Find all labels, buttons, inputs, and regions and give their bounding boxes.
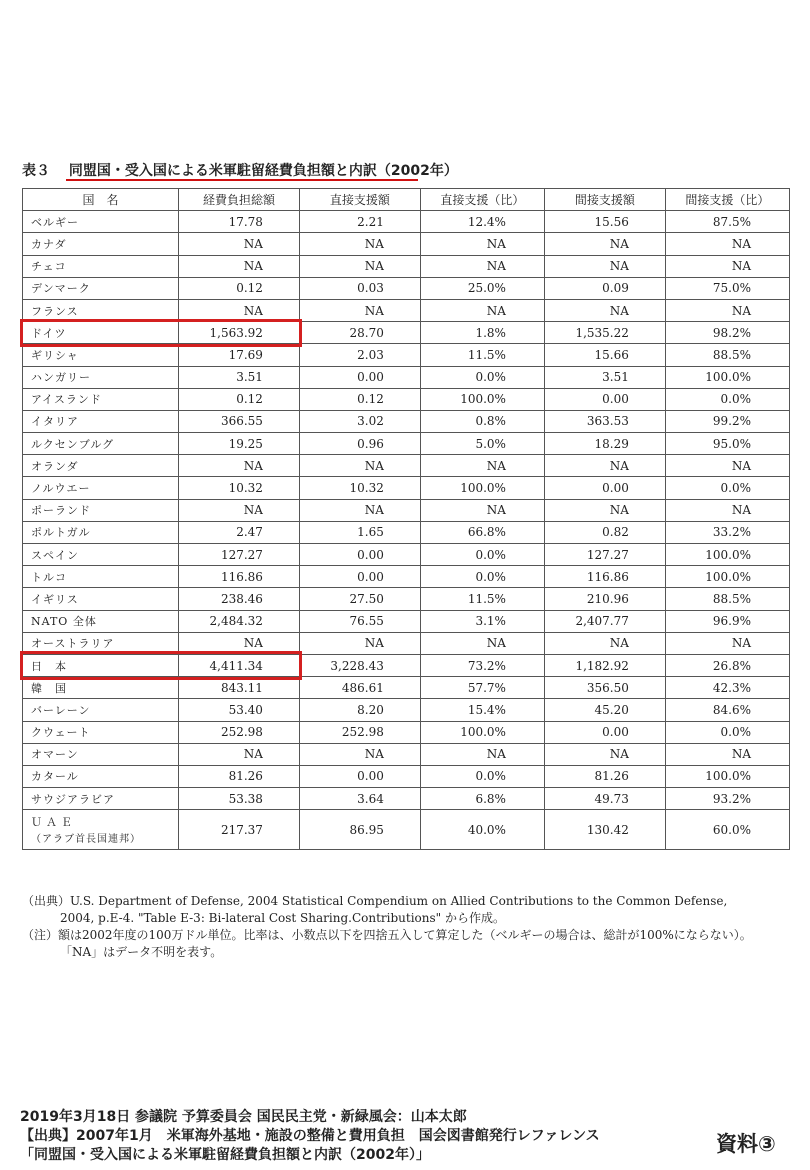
cell-indirect-ratio: 33.2% bbox=[665, 521, 789, 543]
cell-indirect: 3.51 bbox=[544, 366, 665, 388]
cell-total: 366.55 bbox=[179, 410, 300, 432]
cell-country: ベルギー bbox=[23, 211, 179, 233]
cell-total: 0.12 bbox=[179, 388, 300, 410]
cell-indirect-ratio: 100.0% bbox=[665, 544, 789, 566]
cell-total: 53.38 bbox=[179, 788, 300, 810]
cell-indirect-ratio: 26.8% bbox=[665, 654, 789, 676]
cell-country: ルクセンブルグ bbox=[23, 433, 179, 455]
cell-indirect-ratio: 100.0% bbox=[665, 765, 789, 787]
cell-country: イタリア bbox=[23, 410, 179, 432]
cell-indirect: 363.53 bbox=[544, 410, 665, 432]
cell-direct-ratio: 0.0% bbox=[420, 765, 544, 787]
cell-indirect: 49.73 bbox=[544, 788, 665, 810]
cell-direct-ratio: 100.0% bbox=[420, 721, 544, 743]
table-row bbox=[23, 788, 790, 810]
footer-citation bbox=[20, 1108, 600, 1165]
highlight-germany bbox=[20, 319, 303, 347]
cell-total: 53.40 bbox=[179, 699, 300, 721]
cell-direct-ratio: 6.8% bbox=[420, 788, 544, 810]
cell-country: トルコ bbox=[23, 566, 179, 588]
cell-total: NA bbox=[179, 743, 300, 765]
cell-indirect-ratio: NA bbox=[665, 632, 789, 654]
cell-indirect: 210.96 bbox=[544, 588, 665, 610]
cell-indirect-ratio: NA bbox=[665, 743, 789, 765]
cell-total: NA bbox=[179, 255, 300, 277]
cell-total: 127.27 bbox=[179, 544, 300, 566]
cell-direct: NA bbox=[299, 632, 420, 654]
cell-indirect-ratio: 60.0% bbox=[665, 810, 789, 850]
header-total: 経費負担総額 bbox=[179, 189, 300, 211]
cell-direct: NA bbox=[299, 743, 420, 765]
table-row bbox=[23, 455, 790, 477]
cell-total: 19.25 bbox=[179, 433, 300, 455]
cell-indirect: NA bbox=[544, 255, 665, 277]
cell-direct-ratio: NA bbox=[420, 743, 544, 765]
cell-total: 116.86 bbox=[179, 566, 300, 588]
cell-indirect: 356.50 bbox=[544, 677, 665, 699]
cell-total: 2,484.32 bbox=[179, 610, 300, 632]
cell-indirect-ratio: 88.5% bbox=[665, 588, 789, 610]
table-row bbox=[23, 765, 790, 787]
header-direct: 直接支援額 bbox=[299, 189, 420, 211]
cell-direct: 27.50 bbox=[299, 588, 420, 610]
cell-direct: 0.96 bbox=[299, 433, 420, 455]
cell-direct-ratio: 66.8% bbox=[420, 521, 544, 543]
cell-indirect: NA bbox=[544, 632, 665, 654]
cell-country: カナダ bbox=[23, 233, 179, 255]
cell-country: イギリス bbox=[23, 588, 179, 610]
cell-country: フランス bbox=[23, 299, 179, 321]
title-red-underline bbox=[66, 179, 418, 181]
cell-country: NATO 全体 bbox=[23, 610, 179, 632]
table-notes bbox=[22, 893, 792, 961]
cell-direct: 2.21 bbox=[299, 211, 420, 233]
cell-direct: 0.00 bbox=[299, 366, 420, 388]
cell-direct-ratio: NA bbox=[420, 455, 544, 477]
cell-direct-ratio: 12.4% bbox=[420, 211, 544, 233]
cell-direct: NA bbox=[299, 455, 420, 477]
cell-country: 韓 国 bbox=[23, 677, 179, 699]
cell-total: NA bbox=[179, 455, 300, 477]
cell-indirect-ratio: 100.0% bbox=[665, 566, 789, 588]
cell-indirect-ratio: 75.0% bbox=[665, 277, 789, 299]
cell-indirect: 0.82 bbox=[544, 521, 665, 543]
cell-direct-ratio: 100.0% bbox=[420, 477, 544, 499]
cell-country: オランダ bbox=[23, 455, 179, 477]
cell-direct-ratio: NA bbox=[420, 299, 544, 321]
cell-indirect-ratio: 100.0% bbox=[665, 366, 789, 388]
header-indirect-ratio: 間接支援（比） bbox=[665, 189, 789, 211]
table-row bbox=[23, 677, 790, 699]
cell-direct: 0.12 bbox=[299, 388, 420, 410]
table-title-text: 同盟国・受入国による米軍駐留経費負担額と内訳（2002年） bbox=[68, 163, 458, 179]
table-row bbox=[23, 521, 790, 543]
cell-indirect-ratio: 95.0% bbox=[665, 433, 789, 455]
cell-total: 2.47 bbox=[179, 521, 300, 543]
cell-direct-ratio: 1.8% bbox=[420, 322, 544, 344]
table-number: 表３ bbox=[22, 163, 50, 179]
cell-indirect: 127.27 bbox=[544, 544, 665, 566]
cell-indirect: 130.42 bbox=[544, 810, 665, 850]
cell-total: 17.69 bbox=[179, 344, 300, 366]
cell-indirect: NA bbox=[544, 455, 665, 477]
table-row bbox=[23, 743, 790, 765]
cell-indirect: 15.66 bbox=[544, 344, 665, 366]
cell-total: NA bbox=[179, 632, 300, 654]
uae-fullname: （アラブ首長国連邦） bbox=[31, 834, 141, 846]
cell-indirect: NA bbox=[544, 233, 665, 255]
cell-indirect: 1,182.92 bbox=[544, 654, 665, 676]
cell-indirect: 0.00 bbox=[544, 388, 665, 410]
header-indirect: 間接支援額 bbox=[544, 189, 665, 211]
cell-total: NA bbox=[179, 299, 300, 321]
cell-direct: 76.55 bbox=[299, 610, 420, 632]
table-row bbox=[23, 211, 790, 233]
cell-indirect-ratio: 84.6% bbox=[665, 699, 789, 721]
cell-total: 217.37 bbox=[179, 810, 300, 850]
cell-total: 1,563.92 bbox=[179, 322, 300, 344]
table-row bbox=[23, 366, 790, 388]
cell-direct: 486.61 bbox=[299, 677, 420, 699]
cell-indirect: NA bbox=[544, 499, 665, 521]
cell-direct: 252.98 bbox=[299, 721, 420, 743]
cell-direct: 3,228.43 bbox=[299, 654, 420, 676]
note-line1: （注）額は2002年度の100万ドル単位。比率は、小数点以下を四捨五入して算定した（ベルギーの場合は、総計が100%にならない）。 bbox=[22, 928, 752, 942]
cell-direct: 0.00 bbox=[299, 566, 420, 588]
table-row bbox=[23, 610, 790, 632]
cell-country: ノルウエー bbox=[23, 477, 179, 499]
cell-direct-ratio: 11.5% bbox=[420, 588, 544, 610]
cell-total: NA bbox=[179, 499, 300, 521]
cell-direct-ratio: 5.0% bbox=[420, 433, 544, 455]
source-note-line1: （出典）U.S. Department of Defense, 2004 Statistical Compendium on Allied Contributions to the Common Defense, bbox=[22, 894, 728, 908]
cell-indirect-ratio: 0.0% bbox=[665, 388, 789, 410]
cell-indirect-ratio: NA bbox=[665, 299, 789, 321]
table-row bbox=[23, 477, 790, 499]
cell-country: クウェート bbox=[23, 721, 179, 743]
cell-indirect: 2,407.77 bbox=[544, 610, 665, 632]
cell-total: 10.32 bbox=[179, 477, 300, 499]
table-row bbox=[23, 433, 790, 455]
cell-indirect: 1,535.22 bbox=[544, 322, 665, 344]
cell-indirect: 81.26 bbox=[544, 765, 665, 787]
cell-total: 238.46 bbox=[179, 588, 300, 610]
cell-indirect: NA bbox=[544, 299, 665, 321]
cell-direct: NA bbox=[299, 299, 420, 321]
cell-indirect: 0.00 bbox=[544, 477, 665, 499]
cell-indirect-ratio: 98.2% bbox=[665, 322, 789, 344]
note-line2: 「NA」はデータ不明を表す。 bbox=[60, 945, 223, 959]
table-row bbox=[23, 410, 790, 432]
cell-indirect: 15.56 bbox=[544, 211, 665, 233]
cell-indirect-ratio: 0.0% bbox=[665, 477, 789, 499]
cell-direct: 3.02 bbox=[299, 410, 420, 432]
cell-direct-ratio: 57.7% bbox=[420, 677, 544, 699]
cell-indirect-ratio: 87.5% bbox=[665, 211, 789, 233]
cell-total: 252.98 bbox=[179, 721, 300, 743]
cell-indirect: 0.09 bbox=[544, 277, 665, 299]
cell-total: 4,411.34 bbox=[179, 654, 300, 676]
cell-country: バーレーン bbox=[23, 699, 179, 721]
cell-direct: 0.00 bbox=[299, 544, 420, 566]
header-country: 国 名 bbox=[23, 189, 179, 211]
footer-line2: 【出典】2007年1月 米軍海外基地・施設の整備と費用負担 国会図書館発行レファレンス bbox=[20, 1128, 600, 1144]
cell-direct-ratio: 0.8% bbox=[420, 410, 544, 432]
cell-country: オマーン bbox=[23, 743, 179, 765]
document-badge: 資料③ bbox=[716, 1132, 776, 1156]
table-row bbox=[23, 810, 790, 850]
cell-indirect-ratio: 0.0% bbox=[665, 721, 789, 743]
cell-direct-ratio: 25.0% bbox=[420, 277, 544, 299]
cell-direct: 0.03 bbox=[299, 277, 420, 299]
uae-name: ＵＡＥ bbox=[31, 816, 76, 830]
table-row bbox=[23, 388, 790, 410]
cell-indirect: 0.00 bbox=[544, 721, 665, 743]
cell-total: 3.51 bbox=[179, 366, 300, 388]
cell-indirect: 116.86 bbox=[544, 566, 665, 588]
cell-direct: 10.32 bbox=[299, 477, 420, 499]
cell-direct: 3.64 bbox=[299, 788, 420, 810]
table-row bbox=[23, 721, 790, 743]
cell-country: デンマーク bbox=[23, 277, 179, 299]
cell-total: 81.26 bbox=[179, 765, 300, 787]
cell-direct-ratio: 11.5% bbox=[420, 344, 544, 366]
cell-direct-ratio: NA bbox=[420, 255, 544, 277]
cell-direct-ratio: NA bbox=[420, 499, 544, 521]
cell-country: オーストラリア bbox=[23, 632, 179, 654]
cell-country: 日 本 bbox=[23, 654, 179, 676]
cell-direct-ratio: 0.0% bbox=[420, 566, 544, 588]
cell-direct: 0.00 bbox=[299, 765, 420, 787]
cell-total: 0.12 bbox=[179, 277, 300, 299]
cell-country: スペイン bbox=[23, 544, 179, 566]
source-note-line2: 2004, p.E-4. "Table E-3: Bi-lateral Cost Sharing.Contributions" から作成。 bbox=[60, 911, 505, 925]
cell-direct-ratio: 0.0% bbox=[420, 544, 544, 566]
footer-line1: 2019年3月18日 参議院 予算委員会 国民民主党・新緑風会：山本太郎 bbox=[20, 1109, 467, 1125]
cell-direct: 8.20 bbox=[299, 699, 420, 721]
cell-total: 843.11 bbox=[179, 677, 300, 699]
table-row bbox=[23, 233, 790, 255]
table-title bbox=[22, 160, 458, 180]
cell-indirect-ratio: NA bbox=[665, 499, 789, 521]
cell-country: ポーランド bbox=[23, 499, 179, 521]
cell-direct: 2.03 bbox=[299, 344, 420, 366]
table-row bbox=[23, 566, 790, 588]
cell-direct: NA bbox=[299, 499, 420, 521]
table-row bbox=[23, 277, 790, 299]
cell-indirect-ratio: NA bbox=[665, 455, 789, 477]
cell-indirect-ratio: 88.5% bbox=[665, 344, 789, 366]
cell-direct-ratio: 3.1% bbox=[420, 610, 544, 632]
cell-direct-ratio: 40.0% bbox=[420, 810, 544, 850]
cell-direct-ratio: NA bbox=[420, 632, 544, 654]
cell-indirect-ratio: 96.9% bbox=[665, 610, 789, 632]
cell-indirect: 18.29 bbox=[544, 433, 665, 455]
cell-country: チェコ bbox=[23, 255, 179, 277]
table-row bbox=[23, 255, 790, 277]
cell-country: ドイツ bbox=[23, 322, 179, 344]
cell-direct-ratio: 15.4% bbox=[420, 699, 544, 721]
table-header-row bbox=[23, 189, 790, 211]
cell-direct: 1.65 bbox=[299, 521, 420, 543]
table-row bbox=[23, 699, 790, 721]
table-row bbox=[23, 499, 790, 521]
cell-direct: NA bbox=[299, 233, 420, 255]
cell-country: ハンガリー bbox=[23, 366, 179, 388]
cell-indirect-ratio: NA bbox=[665, 233, 789, 255]
cell-direct: 86.95 bbox=[299, 810, 420, 850]
cell-total: 17.78 bbox=[179, 211, 300, 233]
cell-direct-ratio: 100.0% bbox=[420, 388, 544, 410]
cost-sharing-table bbox=[22, 188, 790, 850]
header-direct-ratio: 直接支援（比） bbox=[420, 189, 544, 211]
cell-country: サウジアラビア bbox=[23, 788, 179, 810]
table-row bbox=[23, 588, 790, 610]
cell-indirect-ratio: 99.2% bbox=[665, 410, 789, 432]
cell-country: ポルトガル bbox=[23, 521, 179, 543]
cell-indirect-ratio: 42.3% bbox=[665, 677, 789, 699]
cell-indirect-ratio: 93.2% bbox=[665, 788, 789, 810]
cell-indirect: 45.20 bbox=[544, 699, 665, 721]
cell-direct-ratio: NA bbox=[420, 233, 544, 255]
cell-country: アイスランド bbox=[23, 388, 179, 410]
highlight-japan bbox=[20, 651, 303, 679]
footer-line3: 「同盟国・受入国による米軍駐留経費負担額と内訳（2002年）」 bbox=[20, 1147, 430, 1163]
cell-direct-ratio: 0.0% bbox=[420, 366, 544, 388]
cell-direct-ratio: 73.2% bbox=[420, 654, 544, 676]
cell-direct: 28.70 bbox=[299, 322, 420, 344]
cell-country: カタール bbox=[23, 765, 179, 787]
cell-indirect-ratio: NA bbox=[665, 255, 789, 277]
cell-country: ギリシャ bbox=[23, 344, 179, 366]
cell-country bbox=[23, 810, 179, 850]
table-row bbox=[23, 544, 790, 566]
cell-indirect: NA bbox=[544, 743, 665, 765]
cell-total: NA bbox=[179, 233, 300, 255]
table-row bbox=[23, 344, 790, 366]
cell-direct: NA bbox=[299, 255, 420, 277]
